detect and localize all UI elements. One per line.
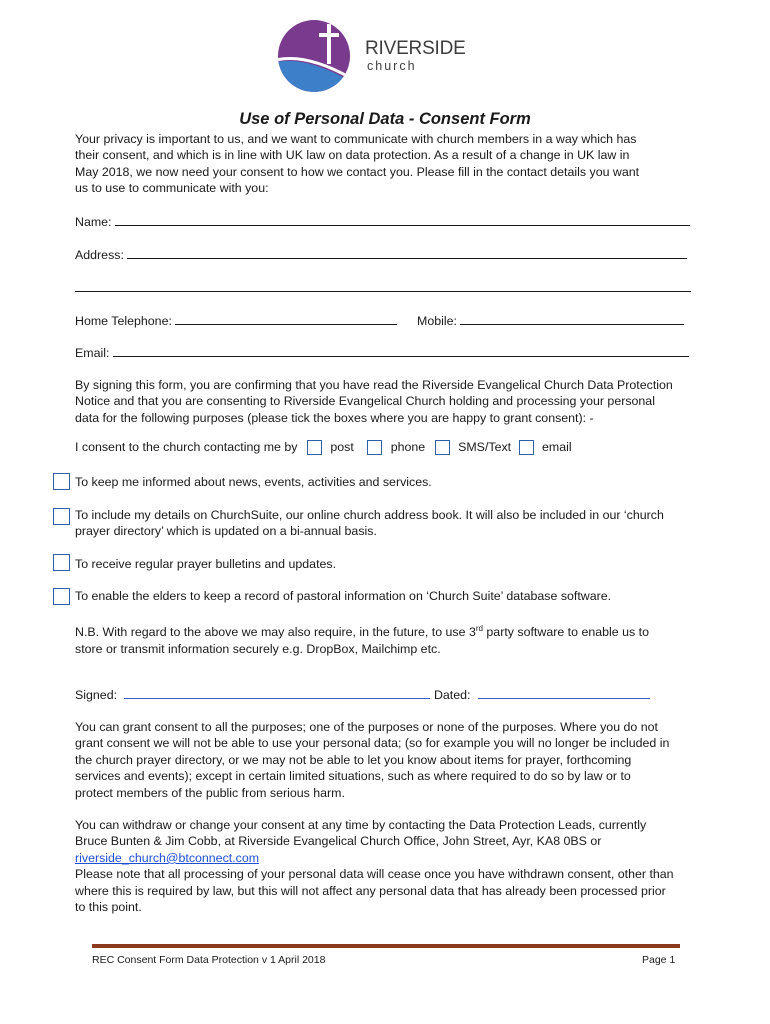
footer-page-number: Page 1 (642, 954, 676, 966)
contact-preference: I consent to the church contacting me by post phone SMS/Text email (75, 440, 572, 454)
intro-paragraph: Your privacy is important to us, and we want to communicate with church members in a way which has their consent, and which is in line with UK law on data protection. As a result of a change in UK law in May 2018, we now need your consent to how we contact you. Please fill in the contact details you want us to use to communicate with you: (75, 132, 640, 196)
contact-email-link[interactable]: riverside_church@btconnect.com (75, 850, 260, 865)
home-telephone-input-line[interactable] (175, 312, 397, 325)
mobile-field[interactable]: Mobile: (417, 312, 684, 328)
post-checkbox[interactable] (307, 440, 322, 455)
logo-wordmark (365, 38, 466, 73)
grant-consent-paragraph: You can grant consent to all the purposes; one of the purposes or none of the purposes. Where you do not grant consent we will not be able to use your personal data; (so for example you will no longer be included in the church prayer directory, or we may not be able to let you know about items for prayer, forthcoming services and events); except in certain limited situations, such as where required to do so by law or to protect members of the public from serious harm. (75, 720, 670, 800)
email-field[interactable]: Email: (75, 344, 689, 360)
footer-rule (92, 944, 680, 948)
signature-row: Signed: Dated: (75, 686, 650, 702)
address-input-line-2[interactable] (75, 279, 691, 292)
purpose-churchsuite: To include my details on ChurchSuite, our online church address book. It will also be included in our ‘church prayer directory’ which is updated on a bi-annual basis. (75, 508, 664, 539)
address-field-line2[interactable] (75, 279, 691, 295)
address-input-line[interactable] (127, 246, 687, 259)
email-input-line[interactable] (113, 344, 689, 357)
purpose-prayer-bulletins: To receive regular prayer bulletins and updates. (75, 557, 337, 571)
nb-paragraph: N.B. With regard to the above we may also require, in the future, to use 3rd party software to enable us to store or transmit information securely e.g. DropBox, Mailchimp etc. (75, 624, 649, 656)
withdraw-consent-paragraph: You can withdraw or change your consent at any time by contacting the Data Protection Leads, currently Bruce Bunten & Jim Cobb, at Riverside Evangelical Church Office, John Street, Ayr, KA8 0BS or riverside_church@btconnect.com Please note that all processing of your personal data will cease once you have withdrawn consent, other than where this is required by law, but this will not affect any personal data that has already been processed prior to this point. (75, 818, 674, 915)
footer-document-title: REC Consent Form Data Protection v 1 April 2018 (92, 954, 326, 966)
purpose-pastoral-records: To enable the elders to keep a record of pastoral information on ‘Church Suite’ database software. (75, 589, 612, 603)
logo-subtitle: church (367, 59, 417, 73)
pastoral-records-consent-checkbox[interactable] (53, 588, 70, 605)
purpose-news-events: To keep me informed about news, events, activities and services. (75, 475, 432, 489)
home-telephone-field[interactable]: Home Telephone: (75, 312, 397, 328)
address-field[interactable]: Address: (75, 246, 687, 262)
signature-input-line[interactable] (124, 686, 430, 699)
churchsuite-consent-checkbox[interactable] (53, 508, 70, 525)
name-input-line[interactable] (115, 213, 690, 226)
email-checkbox[interactable] (519, 440, 534, 455)
phone-checkbox[interactable] (367, 440, 382, 455)
name-field[interactable]: Name: (75, 213, 690, 229)
logo-name: RIVERSIDE (365, 38, 466, 59)
news-events-consent-checkbox[interactable] (53, 473, 70, 490)
page-title: Use of Personal Data - Consent Form (239, 110, 531, 128)
signing-paragraph: By signing this form, you are confirming that you have read the Riverside Evangelical Church Data Protection Notice and that you are consenting to Riverside Evangelical Church holding and processing your personal data for the following purposes (please tick the boxes where you are happy to grant consent): - (75, 378, 673, 425)
date-input-line[interactable] (478, 686, 650, 699)
mobile-input-line[interactable] (460, 312, 684, 325)
prayer-bulletins-consent-checkbox[interactable] (53, 554, 70, 571)
sms-text-checkbox[interactable] (435, 440, 450, 455)
